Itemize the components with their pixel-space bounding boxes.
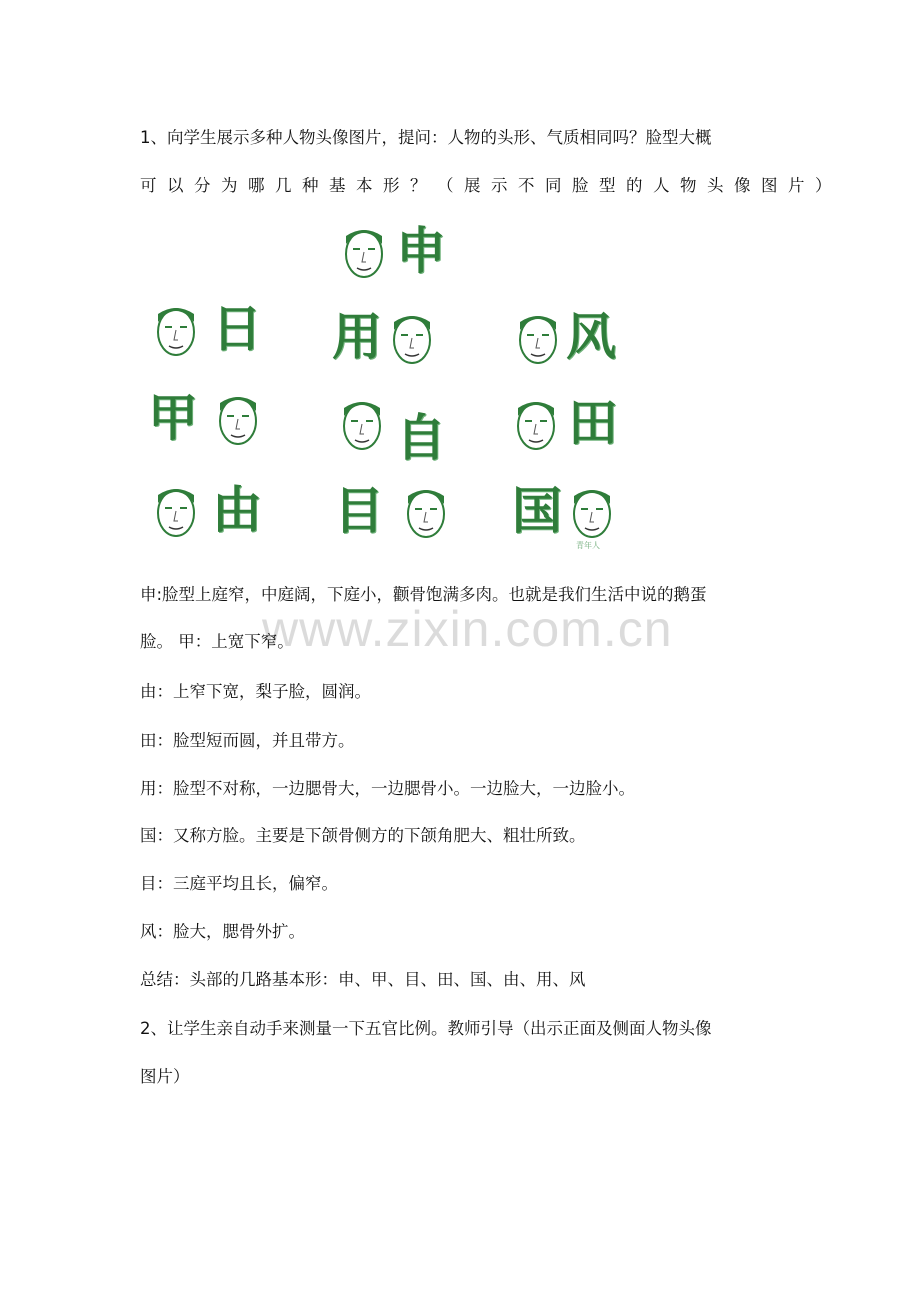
face-shen-icon [338,220,390,282]
summary: 总结：头部的几路基本形：申、甲、目、田、国、由、用、风 [140,970,586,989]
char-shen: 申 [396,221,446,280]
intro-line-2: 可以分为哪几种基本形？（展示不同脸型的人物头像图片） [140,176,842,195]
desc-feng: 风：脸大，腮骨外扩。 [140,922,305,941]
face-you-icon [150,474,202,546]
desc-mu: 目：三庭平均且长，偏窄。 [140,874,338,893]
desc-you: 由：上窄下宽，梨子脸，圆润。 [140,682,371,701]
face-jia-group [148,382,264,454]
char-tian: 田 [568,393,618,452]
face-mu-icon [400,480,452,542]
face-shen-group [338,220,446,282]
char-feng: 风 [566,307,616,366]
desc-guo: 国：又称方脸。主要是下颌骨侧方的下颌角肥大、粗壮所致。 [140,826,586,845]
char-ri: 日 [212,299,262,358]
face-you-group [150,474,262,546]
watermark: www.zixin.com.cn [262,601,673,657]
face-guo-group [512,480,618,542]
face-feng-group [512,306,616,368]
face-zi-group [336,378,446,468]
intro-line-1: 1、向学生展示多种人物头像图片，提问：人物的头形、气质相同吗？脸型大概 [140,128,712,147]
face-tian-icon [510,392,562,454]
face-zi-icon [336,381,388,465]
char-guo: 国 [512,481,562,540]
desc-yong: 用：脸型不对称，一边腮骨大，一边腮骨小。一边脸大，一边脸小。 [140,779,635,798]
step2-line-1: 2、让学生亲自动手来测量一下五官比例。教师引导（出示正面及侧面人物头像 [140,1019,712,1038]
face-shapes-figure [146,212,646,557]
face-ri-group [150,298,262,360]
face-tian-group [510,392,618,454]
char-zi: 自 [396,408,446,467]
char-you: 由 [212,480,262,539]
face-guo-icon [566,480,618,542]
desc-jia: 脸。 甲：上宽下窄。 [140,632,294,651]
figure-credit: 青年人 [576,541,600,550]
face-yong-group [332,306,438,368]
desc-shen: 申:脸型上庭窄，中庭阔，下庭小，颧骨饱满多肉。也就是我们生活中说的鹅蛋 [140,585,707,604]
face-jia-icon [212,382,264,454]
face-ri-icon [150,298,202,360]
desc-tian: 田：脸型短而圆，并且带方。 [140,731,355,750]
char-jia: 甲 [148,388,198,447]
face-feng-icon [512,306,564,368]
char-yong: 用 [332,307,382,366]
face-mu-group [334,480,452,542]
face-yong-icon [386,306,438,368]
char-mu: 目 [334,481,384,540]
step2-line-2: 图片） [140,1067,190,1086]
